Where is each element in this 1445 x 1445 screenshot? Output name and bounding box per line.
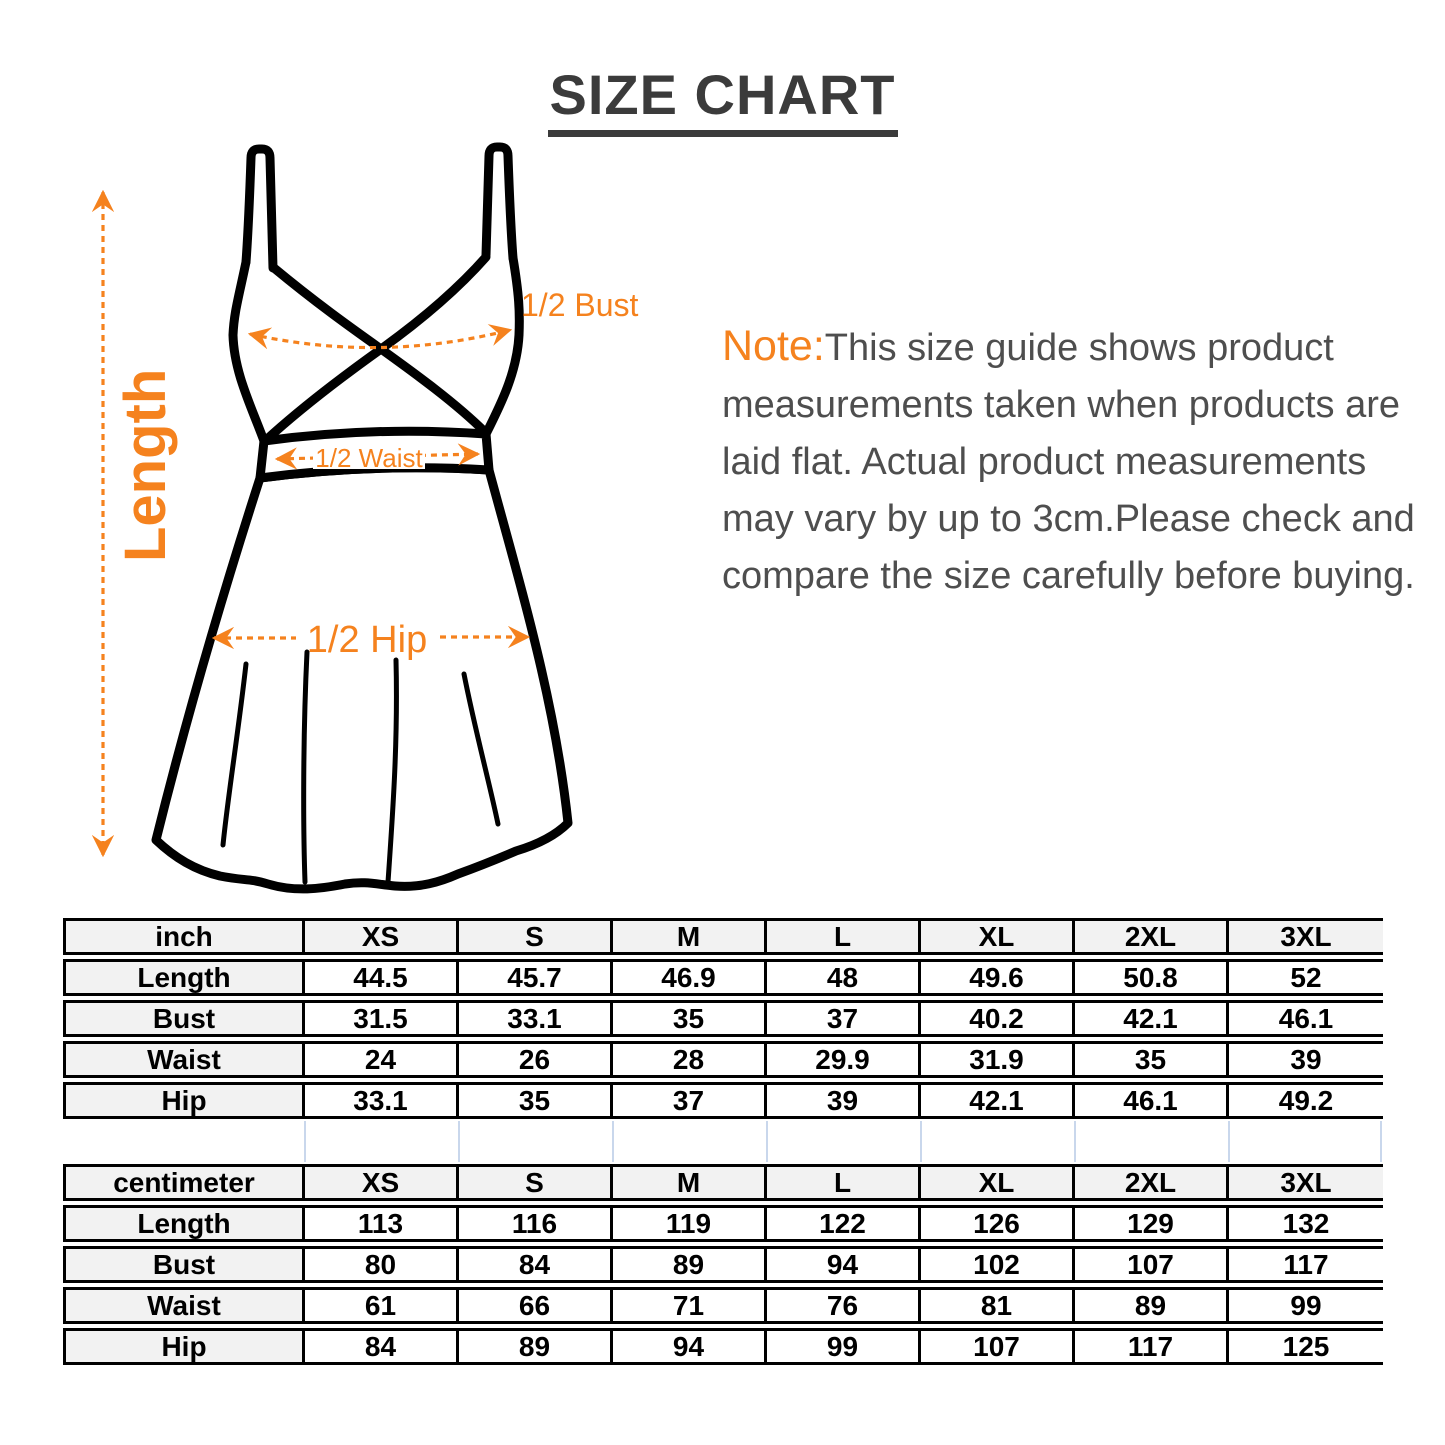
value-cell: 49.2 (1229, 1082, 1383, 1119)
row-label-cell: Hip (63, 1082, 305, 1119)
row-label-cell: Waist (63, 1041, 305, 1078)
value-cell: 46.1 (1229, 1000, 1383, 1037)
value-cell: 46.1 (1075, 1082, 1229, 1119)
value-cell: 44.5 (305, 959, 459, 996)
value-cell: 24 (305, 1041, 459, 1078)
size-header-cell: L (767, 918, 921, 955)
value-cell: 61 (305, 1287, 459, 1324)
value-cell: 26 (459, 1041, 613, 1078)
value-cell: 94 (613, 1328, 767, 1365)
gridline (920, 1121, 922, 1162)
table-row-waist (63, 1287, 1383, 1324)
value-cell: 117 (1075, 1328, 1229, 1365)
value-cell: 33.1 (305, 1082, 459, 1119)
value-cell: 89 (613, 1246, 767, 1283)
table-row-bust (63, 1000, 1383, 1037)
size-header-cell: S (459, 1164, 613, 1201)
gridline (1074, 1121, 1076, 1162)
value-cell: 107 (921, 1328, 1075, 1365)
value-cell: 40.2 (921, 1000, 1075, 1037)
centimeter-header-row (63, 1164, 1383, 1201)
table-row-length (63, 1205, 1383, 1242)
gridline (766, 1121, 768, 1162)
note-paragraph (722, 318, 1422, 605)
size-header-cell: L (767, 1164, 921, 1201)
value-cell: 125 (1229, 1328, 1383, 1365)
value-cell: 71 (613, 1287, 767, 1324)
centimeter-size-table (63, 1160, 1383, 1369)
table-row-bust (63, 1246, 1383, 1283)
value-cell: 49.6 (921, 959, 1075, 996)
gridline (1380, 1121, 1382, 1162)
value-cell: 31.9 (921, 1041, 1075, 1078)
value-cell: 117 (1229, 1246, 1383, 1283)
value-cell: 94 (767, 1246, 921, 1283)
value-cell: 39 (1229, 1041, 1383, 1078)
value-cell: 31.5 (305, 1000, 459, 1037)
size-header-cell: XS (305, 1164, 459, 1201)
value-cell: 45.7 (459, 959, 613, 996)
dress-left-side-path (233, 262, 264, 441)
row-label-cell: Length (63, 1205, 305, 1242)
row-label-cell: Bust (63, 1246, 305, 1283)
unit-header-cell: inch (63, 918, 305, 955)
size-header-cell: 3XL (1229, 918, 1383, 955)
value-cell: 107 (1075, 1246, 1229, 1283)
size-header-cell: M (613, 918, 767, 955)
row-label-cell: Length (63, 959, 305, 996)
inch-header-row (63, 918, 1383, 955)
value-cell: 80 (305, 1246, 459, 1283)
value-cell: 84 (305, 1328, 459, 1365)
value-cell: 99 (1229, 1287, 1383, 1324)
gridline (304, 1121, 306, 1162)
dress-left-strap-path (246, 149, 273, 268)
row-label-cell: Bust (63, 1000, 305, 1037)
value-cell: 42.1 (921, 1082, 1075, 1119)
dress-measurement-diagram (0, 0, 720, 920)
value-cell: 35 (1075, 1041, 1229, 1078)
value-cell: 42.1 (1075, 1000, 1229, 1037)
length-label: Length (113, 368, 178, 562)
size-header-cell: 3XL (1229, 1164, 1383, 1201)
value-cell: 89 (459, 1328, 613, 1365)
note-label: Note: (722, 322, 825, 370)
value-cell: 84 (459, 1246, 613, 1283)
table-row-waist (63, 1041, 1383, 1078)
size-header-cell: 2XL (1075, 1164, 1229, 1201)
value-cell: 89 (1075, 1287, 1229, 1324)
table-row-hip (63, 1328, 1383, 1365)
value-cell: 116 (459, 1205, 613, 1242)
page-title: SIZE CHART (548, 62, 898, 137)
dress-right-side-path (486, 258, 519, 434)
dress-right-strap-path (486, 147, 513, 258)
value-cell: 35 (613, 1000, 767, 1037)
unit-header-cell: centimeter (63, 1164, 305, 1201)
gridline (1228, 1121, 1230, 1162)
waist-label: 1/2 Waist (315, 443, 423, 473)
value-cell: 37 (613, 1082, 767, 1119)
value-cell: 66 (459, 1287, 613, 1324)
inch-size-table (63, 914, 1383, 1123)
value-cell: 119 (613, 1205, 767, 1242)
value-cell: 102 (921, 1246, 1075, 1283)
hip-label: 1/2 Hip (306, 619, 428, 661)
row-label-cell: Hip (63, 1328, 305, 1365)
value-cell: 33.1 (459, 1000, 613, 1037)
value-cell: 50.8 (1075, 959, 1229, 996)
table-gap-gridlines (63, 1121, 1383, 1162)
value-cell: 39 (767, 1082, 921, 1119)
gridline (612, 1121, 614, 1162)
value-cell: 99 (767, 1328, 921, 1365)
value-cell: 122 (767, 1205, 921, 1242)
value-cell: 52 (1229, 959, 1383, 996)
gridline (458, 1121, 460, 1162)
size-header-cell: XL (921, 918, 1075, 955)
table-row-hip (63, 1082, 1383, 1119)
size-header-cell: S (459, 918, 613, 955)
value-cell: 126 (921, 1205, 1075, 1242)
note-body-text: This size guide shows product measurements taken when products are laid flat. Actual product measurements may vary by up to 3cm.Please check and compare the size carefully before buying. (722, 327, 1415, 597)
value-cell: 113 (305, 1205, 459, 1242)
bust-label: 1/2 Bust (521, 287, 639, 323)
value-cell: 37 (767, 1000, 921, 1037)
value-cell: 48 (767, 959, 921, 996)
size-header-cell: XL (921, 1164, 1075, 1201)
size-header-cell: 2XL (1075, 918, 1229, 955)
row-label-cell: Waist (63, 1287, 305, 1324)
dress-skirt-path (156, 468, 568, 889)
value-cell: 76 (767, 1287, 921, 1324)
value-cell: 28 (613, 1041, 767, 1078)
value-cell: 46.9 (613, 959, 767, 996)
value-cell: 132 (1229, 1205, 1383, 1242)
dress-outline (156, 147, 568, 889)
value-cell: 35 (459, 1082, 613, 1119)
table-row-length (63, 959, 1383, 996)
value-cell: 29.9 (767, 1041, 921, 1078)
size-header-cell: XS (305, 918, 459, 955)
value-cell: 81 (921, 1287, 1075, 1324)
size-header-cell: M (613, 1164, 767, 1201)
value-cell: 129 (1075, 1205, 1229, 1242)
